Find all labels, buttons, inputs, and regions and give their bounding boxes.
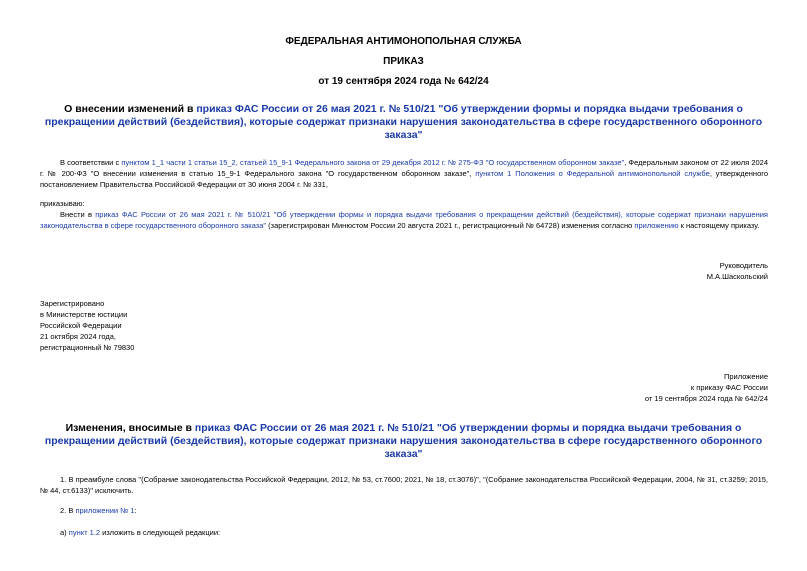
order-title-prefix: О внесении изменений в [64,103,197,115]
signature-position: Руководитель [719,261,768,270]
body-link-order[interactable]: приказ ФАС России от 26 мая 2021 г. № 510/21 "Об утверждении формы и порядка выдачи требования о прекращении действий (бездействия), которые содержат признаки нарушения законодательства в сфере государственного оборонного заказа" [40,210,768,230]
body-text-3: к настоящему приказу. [678,221,760,230]
item-2-text-2: : [134,506,137,515]
registration-line: 21 октября 2024 года, [40,332,116,341]
signature-name: М.А.Шаскольский [706,272,768,281]
changes-title [40,422,767,461]
preamble-text-1: В соответствии с [60,158,122,167]
order-date-number: от 19 сентября 2024 года № 642/24 [318,76,489,87]
changes-title-prefix: Изменения, вносимые в [65,422,195,434]
registration-line: Зарегистрировано [40,299,105,308]
item-1-text: 1. В преамбуле слова "(Собрание законодательства Российской Федерации, 2012, № 53, ст.7600; 2021, № 18, ст.3076)", "(Собрание законодательства Российской Федерации, 2004, № 31, ст.3259; 2015, № 44, ст.6133)" исключить. [40,475,768,495]
body-paragraph [40,209,768,231]
preamble-link-regulation[interactable]: пунктом 1 Положения о Федеральной антимонопольной службе [475,169,710,178]
preamble-text-2: , Федеральным законом от 22 июля 2024 г. № 200-ФЗ "О внесении изменения в статью 15_9-1 Федерального закона "О государственном оборонном заказе" [40,158,769,178]
preamble-text-4: , утвержденного постановлением Правительства Российской Федерации от 30 июня 2004 г. № 331 [40,169,768,189]
appendix-header [645,371,768,404]
item-2a-text-1: а) [60,528,69,537]
appendix-header-line: Приложение [724,372,768,381]
preamble-text-5: , [325,180,328,189]
registration-line: регистрационный № 79830 [40,343,135,352]
order-title [40,103,767,142]
item-2a-text-2: изложить в следующей редакции: [100,528,221,537]
item-2a-link[interactable]: пункт 1.2 [68,528,101,537]
body-link-appendix[interactable]: приложению [634,221,679,230]
order-word: приказываю: [40,199,85,208]
order-title-link[interactable]: приказ ФАС России от 26 мая 2021 г. № 510/21 "Об утверждении формы и порядка выдачи требования о прекращении действий (бездействия), которые содержат признаки нарушения законодательства в сфере государственного оборонного заказа" [44,103,763,141]
item-2-paragraph [40,505,768,516]
registration-block [40,298,134,353]
preamble-text-3: , [469,169,476,178]
appendix-header-line: от 19 сентября 2024 года № 642/24 [644,394,768,403]
item-2-link[interactable]: приложении № 1 [75,506,135,515]
preamble-paragraph [40,157,768,190]
preamble-link-law[interactable]: пунктом 1_1 части 1 статьи 15_2, статьей 15_9-1 Федерального закона от 29 декабря 2012 г. № 275-ФЗ "О государственном оборонном заказе" [121,158,625,167]
registration-line: Российской Федерации [40,321,122,330]
item-1-paragraph [40,474,768,496]
registration-line: в Министерстве юстиции [40,310,128,319]
changes-title-link[interactable]: приказ ФАС России от 26 мая 2021 г. № 510/21 "Об утверждении формы и порядка выдачи требования о прекращении действий (бездействия), которые содержат признаки нарушения законодательства в сфере государственного оборонного заказа" [44,422,763,460]
appendix-header-line: к приказу ФАС России [690,383,768,392]
signature-block [707,260,768,282]
doc-type: ПРИКАЗ [383,56,424,67]
item-2a-paragraph [40,527,768,538]
body-text-1: Внести в [60,210,96,219]
item-2-text-1: 2. В [60,506,76,515]
body-text-2: (зарегистрирован Минюстом России 20 августа 2021 г., регистрационный № 64728) изменения согласно [266,221,635,230]
agency-name: ФЕДЕРАЛЬНАЯ АНТИМОНОПОЛЬНАЯ СЛУЖБА [285,36,522,47]
